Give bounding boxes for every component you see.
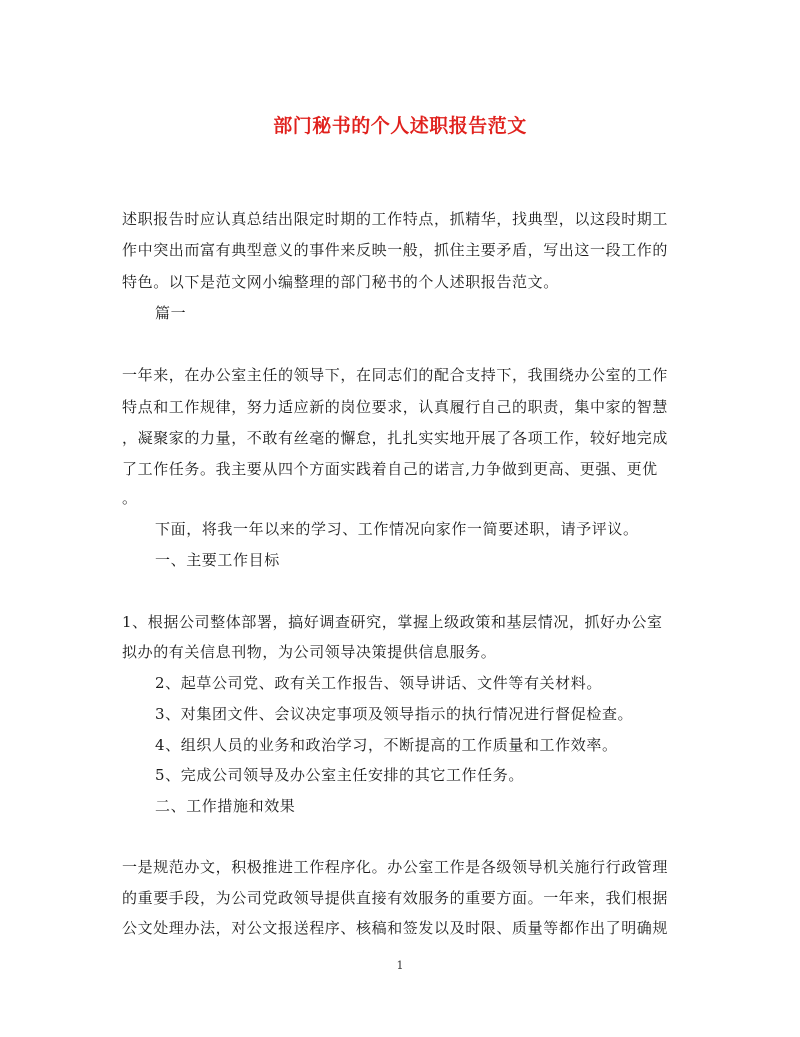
- document-title: 部门秘书的个人述职报告范文: [273, 115, 527, 137]
- page-number: 1: [396, 959, 404, 972]
- goal-2: 2、起草公司党、政有关工作报告、领导讲话、文件等有关材料。: [155, 674, 602, 692]
- paragraph-1-line-4: 了工作任务。我主要从四个方面实践着自己的诺言,力争做到更高、更强、更优: [122, 460, 658, 478]
- heading-main-goals: 一、主要工作目标: [155, 551, 280, 569]
- intro-line-2: 作中突出而富有典型意义的事件来反映一般，抓住主要矛盾，写出这一段工作的: [122, 241, 669, 259]
- goal-3: 3、对集团文件、会议决定事项及领导指示的执行情况进行督促检查。: [155, 705, 634, 723]
- section-label: 篇一: [155, 304, 187, 322]
- goal-1-line-2: 拟办的有关信息刊物，为公司领导决策提供信息服务。: [122, 643, 497, 661]
- paragraph-1-line-2: 特点和工作规律，努力适应新的岗位要求，认真履行自己的职责，集中家的智慧: [122, 398, 669, 416]
- paragraph-1-line-5: 。: [122, 489, 138, 507]
- goal-1-line-1: 1、根据公司整体部署，搞好调查研究，掌握上级政策和基层情况，抓好办公室: [122, 613, 663, 631]
- paragraph-1-line-3: ，凝聚家的力量，不敢有丝毫的懈怠，扎扎实实地开展了各项工作，较好地完成: [122, 429, 669, 447]
- goal-4: 4、组织人员的业务和政治学习，不断提高的工作质量和工作效率。: [155, 736, 618, 754]
- measure-1-line-1: 一是规范办文，积极推进工作程序化。办公室工作是各级领导机关施行行政管理: [122, 858, 669, 876]
- paragraph-2: 下面，将我一年以来的学习、工作情况向家作一简要述职，请予评议。: [155, 520, 639, 538]
- intro-line-3: 特色。以下是范文网小编整理的部门秘书的个人述职报告范文。: [122, 273, 559, 291]
- heading-measures: 二、工作措施和效果: [155, 797, 296, 815]
- measure-1-line-3: 公文处理办法，对公文报送程序、核稿和签发以及时限、质量等都作出了明确规: [122, 919, 669, 937]
- goal-5: 5、完成公司领导及办公室主任安排的其它工作任务。: [155, 766, 524, 784]
- intro-line-1: 述职报告时应认真总结出限定时期的工作特点，抓精华，找典型，以这段时期工: [122, 210, 669, 228]
- measure-1-line-2: 的重要手段，为公司党政领导提供直接有效服务的重要方面。一年来，我们根据: [122, 889, 669, 907]
- paragraph-1-line-1: 一年来，在办公室主任的领导下，在同志们的配合支持下，我围绕办公室的工作: [122, 366, 669, 384]
